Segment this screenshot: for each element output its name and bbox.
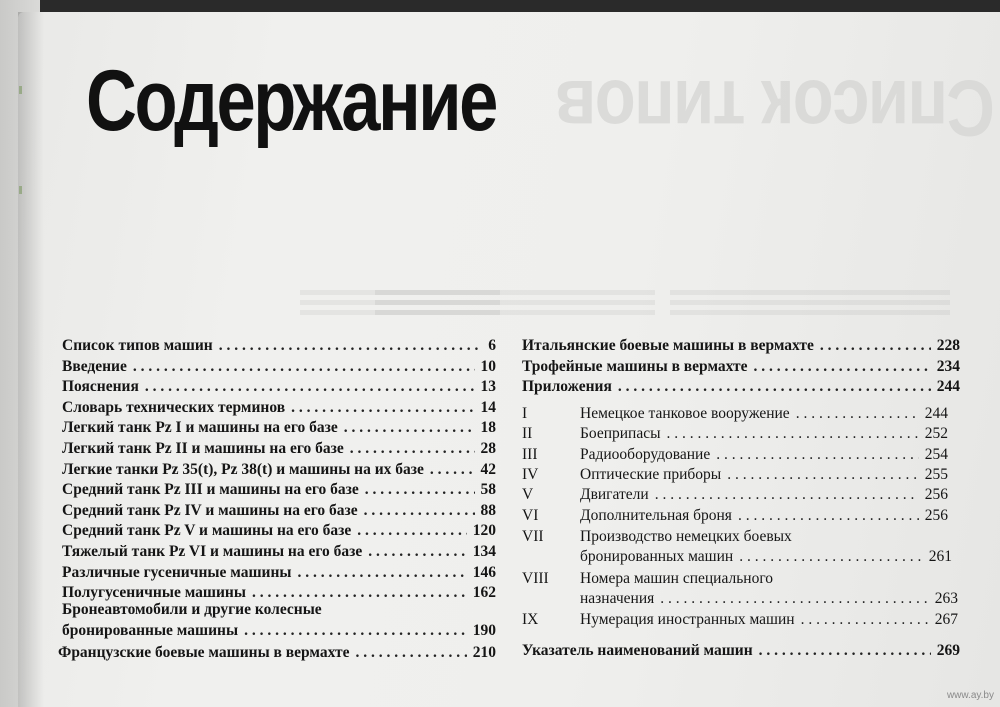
leader-dots	[660, 590, 929, 608]
toc-entry	[62, 584, 496, 602]
toc-entry-page: 252	[924, 425, 948, 443]
leader-dots	[145, 378, 475, 396]
leader-dots	[655, 486, 919, 504]
appendix-label: Производство немецких боевых	[580, 528, 792, 545]
toc-entry-page: 88	[480, 501, 496, 519]
appendix-number: III	[522, 445, 538, 463]
leader-dots	[738, 507, 919, 525]
toc-entry-label: Легкий танк Pz I и машины на его базе	[62, 419, 338, 437]
binding-mark	[19, 86, 22, 94]
show-through-text	[670, 290, 950, 318]
toc-entry	[62, 622, 496, 640]
leader-dots	[291, 399, 474, 417]
toc-entry-page: 10	[480, 357, 496, 375]
appendix-number: VII	[522, 528, 544, 545]
leader-dots	[716, 446, 919, 464]
toc-entry-page: 18	[480, 419, 496, 437]
toc-entry-label: Список типов машин	[62, 337, 213, 354]
leader-dots	[350, 440, 475, 458]
appendix-page: 267	[934, 611, 958, 628]
toc-entry	[62, 502, 496, 520]
leader-dots	[298, 564, 467, 582]
binding-mark	[19, 186, 22, 194]
toc-entry	[58, 644, 496, 662]
toc-entry-page: 146	[472, 563, 496, 581]
toc-entry-label: Полугусеничные машины	[62, 584, 246, 602]
toc-entry-label: Трофейные машины в вермахте	[522, 357, 748, 375]
toc-entry-page: 228	[936, 337, 960, 354]
leader-dots	[219, 337, 483, 355]
appendix-entry	[580, 466, 948, 484]
toc-entry-page: 256	[924, 486, 948, 504]
toc-entry-label: Дополнительная броня	[580, 506, 732, 524]
toc-entry-page: 190	[472, 622, 496, 639]
toc-entry-label: Легкий танк Pz II и машины на его базе	[62, 440, 344, 457]
toc-entry-page: 254	[924, 445, 948, 463]
toc-entry	[522, 337, 960, 355]
leader-dots	[739, 548, 923, 566]
toc-entry-page: 42	[480, 460, 496, 478]
toc-entry-page: 269	[936, 642, 960, 659]
toc-entry-label: Боеприпасы	[580, 425, 661, 443]
toc-entry-label: Немецкое танковое вооружение	[580, 405, 790, 422]
toc-entry-label: Средний танк Pz V и машины на его базе	[62, 522, 352, 540]
leader-dots	[368, 543, 467, 561]
toc-entry-label: Тяжелый танк Pz VI и машины на его базе	[62, 543, 363, 560]
appendix-number: V	[522, 486, 534, 504]
leader-dots	[759, 642, 931, 660]
toc-entry-page: 14	[480, 398, 496, 416]
leader-dots	[796, 405, 919, 423]
leader-dots	[133, 358, 475, 376]
appendix-entry	[580, 486, 948, 504]
toc-entry-label: Средний танк Pz III и машины на его базе	[62, 481, 359, 499]
toc-entry	[62, 378, 496, 396]
appendix-entry	[580, 425, 948, 443]
leader-dots	[364, 502, 475, 520]
toc-entry-label: Радиооборудование	[580, 445, 711, 463]
appendix-label: назначения	[580, 590, 655, 607]
leader-dots	[357, 522, 466, 540]
appendix-label: Номера машин специального	[580, 570, 774, 587]
appendix-page: 261	[928, 548, 952, 565]
toc-entry-page: 6	[488, 337, 496, 354]
toc-entry	[62, 358, 496, 376]
leader-dots	[667, 425, 919, 443]
toc-entry-page: 244	[924, 405, 948, 422]
leader-dots	[344, 419, 475, 437]
leader-dots	[252, 584, 467, 602]
toc-entry-page: 162	[472, 584, 496, 602]
toc-entry-label: Средний танк Pz IV и машины на его базе	[62, 501, 358, 519]
toc-entry-label: Словарь технических терминов	[62, 398, 286, 416]
leader-dots	[356, 644, 467, 662]
leader-dots	[244, 622, 467, 640]
toc-entry-label: Приложения	[522, 378, 612, 395]
appendix-label: бронированных машин	[580, 548, 734, 565]
watermark: www.ay.by	[946, 690, 994, 701]
leader-dots	[801, 611, 929, 629]
leader-dots	[365, 481, 475, 499]
appendix-entry	[580, 405, 948, 423]
toc-entry-page: 120	[472, 522, 496, 540]
toc-entry	[62, 543, 496, 561]
show-through-text	[375, 290, 655, 318]
toc-entry-label: Пояснения	[62, 378, 139, 396]
page-gutter-shadow	[18, 12, 44, 707]
toc-entry-page: 13	[480, 378, 496, 396]
toc-entry	[62, 461, 496, 479]
toc-entry	[522, 642, 960, 660]
toc-entry-label: Легкие танки Pz 35(t), Pz 38(t) и машины на их базе	[62, 460, 424, 478]
toc-entry	[62, 399, 496, 417]
page-title: Содержание	[86, 53, 496, 149]
toc-entry	[522, 358, 960, 376]
toc-entry	[522, 378, 960, 396]
toc-entry-label: Указатель наименований машин	[522, 642, 753, 659]
toc-entry-label: Двигатели	[580, 486, 649, 504]
toc-entry-page: 210	[472, 644, 496, 661]
appendix-entry	[580, 611, 958, 629]
toc-entry-label: Бронеавтомобили и другие колесные	[62, 601, 322, 618]
leader-dots	[430, 461, 475, 479]
appendix-number: VIII	[522, 570, 549, 587]
toc-entry-label: Французские боевые машины в вермахте	[58, 644, 350, 661]
toc-entry-label: Различные гусеничные машины	[62, 563, 292, 581]
toc-entry-label: Итальянские боевые машины в вермахте	[522, 337, 814, 354]
show-through-title: Список типов	[556, 64, 995, 153]
toc-entry	[62, 440, 496, 458]
appendix-number: I	[522, 405, 528, 422]
toc-entry-label: Введение	[62, 357, 127, 375]
toc-entry-page: 134	[472, 543, 496, 560]
toc-entry-page: 234	[936, 357, 960, 375]
appendix-number: IX	[522, 611, 539, 628]
leader-dots	[618, 378, 931, 396]
toc-entry	[62, 337, 496, 355]
toc-entry-page: 28	[480, 440, 496, 457]
appendix-number: IV	[522, 465, 539, 483]
toc-entry-label: Оптические приборы	[580, 465, 722, 483]
appendix-label: Нумерация иностранных машин	[580, 611, 795, 628]
appendix-entry	[580, 548, 952, 566]
appendix-page: 263	[934, 590, 958, 607]
appendix-number: VI	[522, 506, 539, 524]
toc-entry	[62, 419, 496, 437]
toc-entry	[62, 522, 496, 540]
toc-entry-page: 255	[924, 465, 948, 483]
toc-entry	[62, 564, 496, 582]
toc-entry-page: 244	[936, 378, 960, 395]
leader-dots	[820, 337, 931, 355]
appendix-number: II	[522, 425, 533, 443]
leader-dots	[727, 466, 919, 484]
toc-entry	[62, 481, 496, 499]
appendix-entry	[580, 590, 958, 608]
toc-entry-page: 58	[480, 481, 496, 499]
toc-entry-label: бронированные машины	[62, 622, 239, 639]
leader-dots	[754, 358, 931, 376]
toc-entry-page: 256	[924, 506, 948, 524]
appendix-entry	[580, 507, 948, 525]
appendix-entry	[580, 446, 948, 464]
